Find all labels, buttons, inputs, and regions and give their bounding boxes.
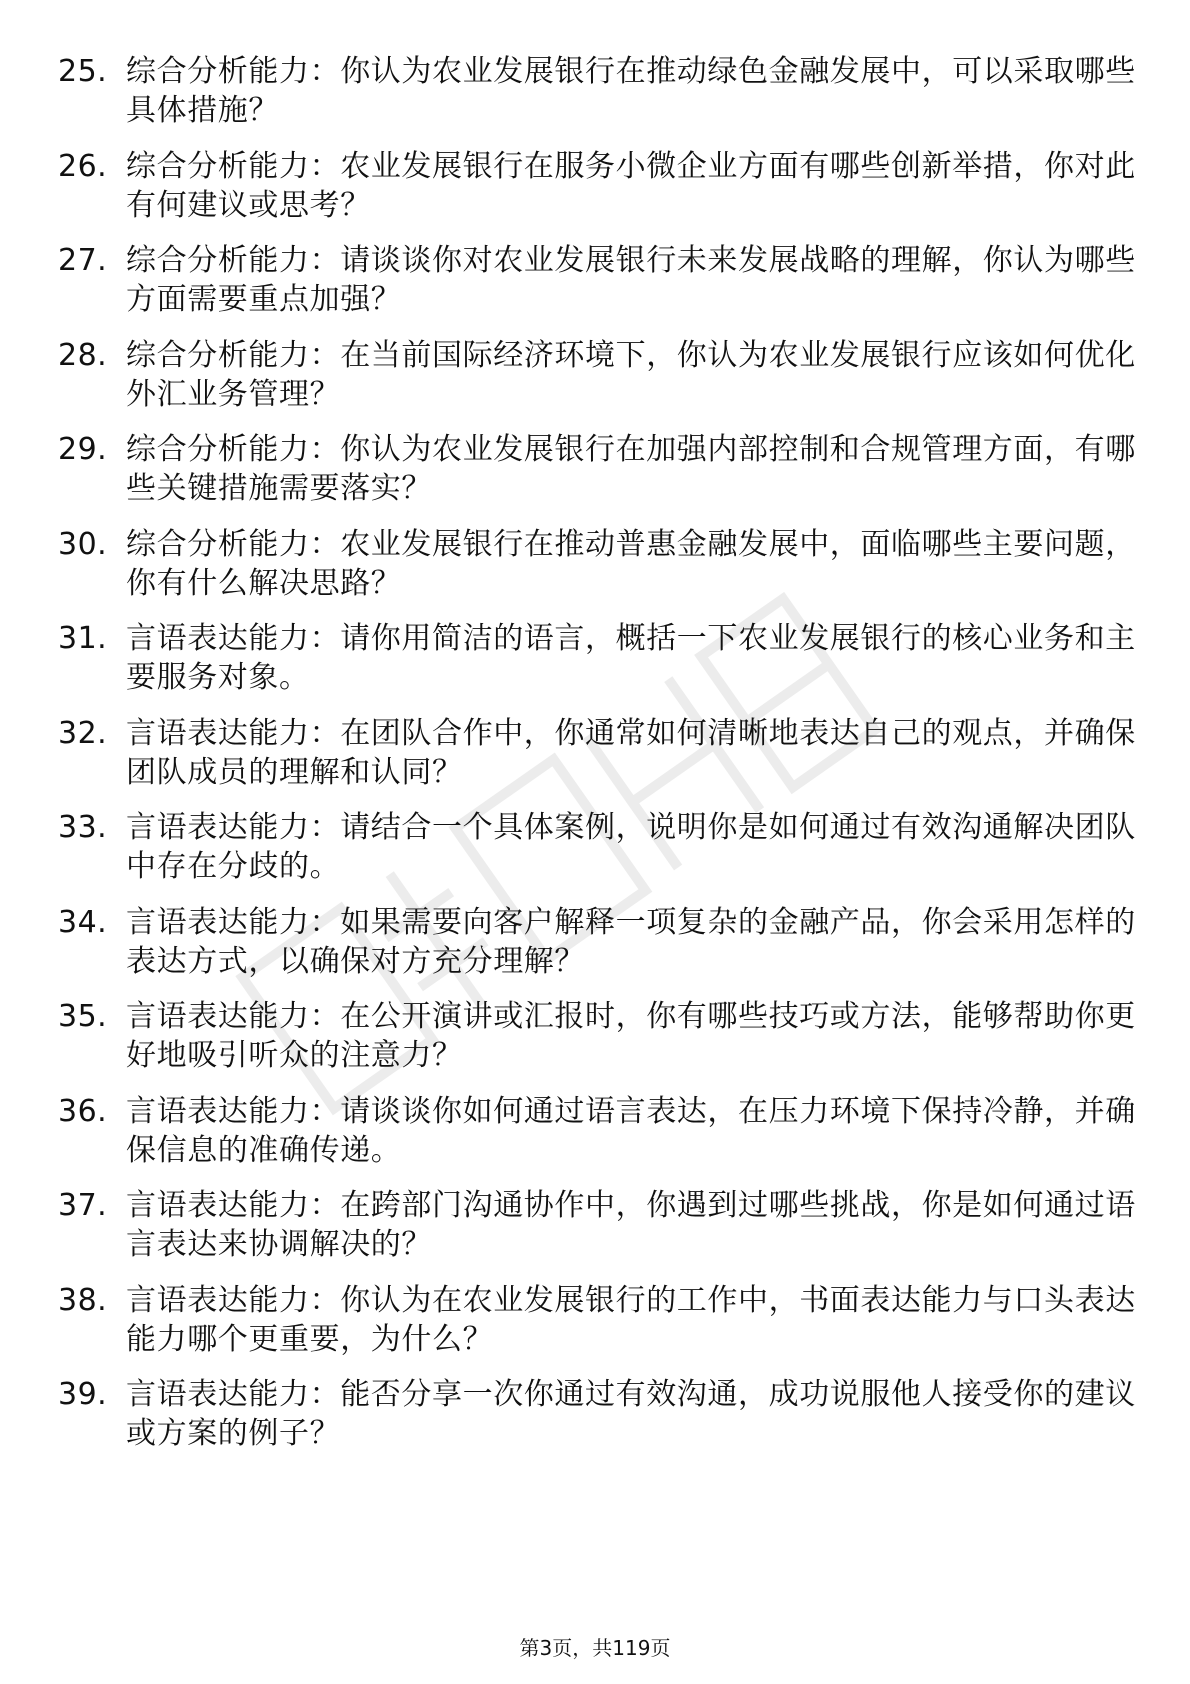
question-number: 39. bbox=[58, 1377, 108, 1412]
page-footer bbox=[0, 1636, 1190, 1660]
question-text: 综合分析能力：你认为农业发展银行在加强内部控制和合规管理方面，有哪些关键措施需要落实？ bbox=[126, 432, 1136, 506]
question-item bbox=[58, 241, 1138, 336]
question-number: 28. bbox=[58, 337, 108, 373]
question-item bbox=[58, 147, 1138, 242]
question-number: 37. bbox=[58, 1188, 108, 1223]
question-number: 33. bbox=[58, 810, 108, 845]
question-text: 言语表达能力：能否分享一次你通过有效沟通，成功说服他人接受你的建议或方案的例子？ bbox=[126, 1377, 1136, 1451]
question-text: 综合分析能力：你认为农业发展银行在推动绿色金融发展中，可以采取哪些具体措施？ bbox=[126, 54, 1136, 128]
question-text: 综合分析能力：请谈谈你对农业发展银行未来发展战略的理解，你认为哪些方面需要重点加强？ bbox=[126, 243, 1136, 317]
question-item bbox=[58, 1281, 1138, 1376]
question-text: 综合分析能力：在当前国际经济环境下，你认为农业发展银行应该如何优化外汇业务管理？ bbox=[126, 337, 1136, 412]
question-text: 言语表达能力：你认为在农业发展银行的工作中，书面表达能力与口头表达能力哪个更重要，为什么？ bbox=[126, 1282, 1136, 1357]
question-number: 27. bbox=[58, 243, 108, 278]
question-item bbox=[58, 903, 1138, 998]
question-number: 25. bbox=[58, 54, 108, 89]
question-number: 31. bbox=[58, 621, 108, 656]
question-text: 言语表达能力：请你用简洁的语言，概括一下农业发展银行的核心业务和主要服务对象。 bbox=[126, 621, 1136, 695]
question-item bbox=[58, 52, 1138, 147]
question-list bbox=[58, 52, 1138, 1470]
question-number: 34. bbox=[58, 904, 108, 940]
question-text: 言语表达能力：请谈谈你如何通过语言表达，在压力环境下保持冷静，并确保信息的准确传递。 bbox=[126, 1093, 1136, 1168]
question-item bbox=[58, 1186, 1138, 1281]
question-item bbox=[58, 525, 1138, 620]
question-text: 言语表达能力：在公开演讲或汇报时，你有哪些技巧或方法，能够帮助你更好地吸引听众的注意力？ bbox=[126, 999, 1136, 1073]
question-text: 言语表达能力：如果需要向客户解释一项复杂的金融产品，你会采用怎样的表达方式，以确保对方充分理解？ bbox=[126, 904, 1136, 979]
question-number: 30. bbox=[58, 526, 108, 562]
question-item bbox=[58, 1375, 1138, 1470]
question-item bbox=[58, 1092, 1138, 1187]
page-number-label: 第3页，共119页 bbox=[519, 1636, 671, 1660]
question-text: 综合分析能力：农业发展银行在服务小微企业方面有哪些创新举措，你对此有何建议或思考？ bbox=[126, 148, 1136, 223]
question-text: 言语表达能力：请结合一个具体案例，说明你是如何通过有效沟通解决团队中存在分歧的。 bbox=[126, 810, 1136, 884]
question-item bbox=[58, 714, 1138, 809]
question-text: 言语表达能力：在团队合作中，你通常如何清晰地表达自己的观点，并确保团队成员的理解和认同？ bbox=[126, 715, 1136, 790]
question-item bbox=[58, 336, 1138, 431]
question-number: 32. bbox=[58, 715, 108, 751]
question-number: 38. bbox=[58, 1282, 108, 1318]
question-item bbox=[58, 997, 1138, 1092]
question-text: 言语表达能力：在跨部门沟通协作中，你遇到过哪些挑战，你是如何通过语言表达来协调解决的？ bbox=[126, 1188, 1136, 1262]
question-number: 35. bbox=[58, 999, 108, 1034]
question-number: 36. bbox=[58, 1093, 108, 1129]
question-number: 29. bbox=[58, 432, 108, 467]
question-item bbox=[58, 619, 1138, 714]
question-item bbox=[58, 430, 1138, 525]
question-item bbox=[58, 808, 1138, 903]
question-number: 26. bbox=[58, 148, 108, 184]
question-text: 综合分析能力：农业发展银行在推动普惠金融发展中，面临哪些主要问题，你有什么解决思路？ bbox=[126, 526, 1136, 601]
